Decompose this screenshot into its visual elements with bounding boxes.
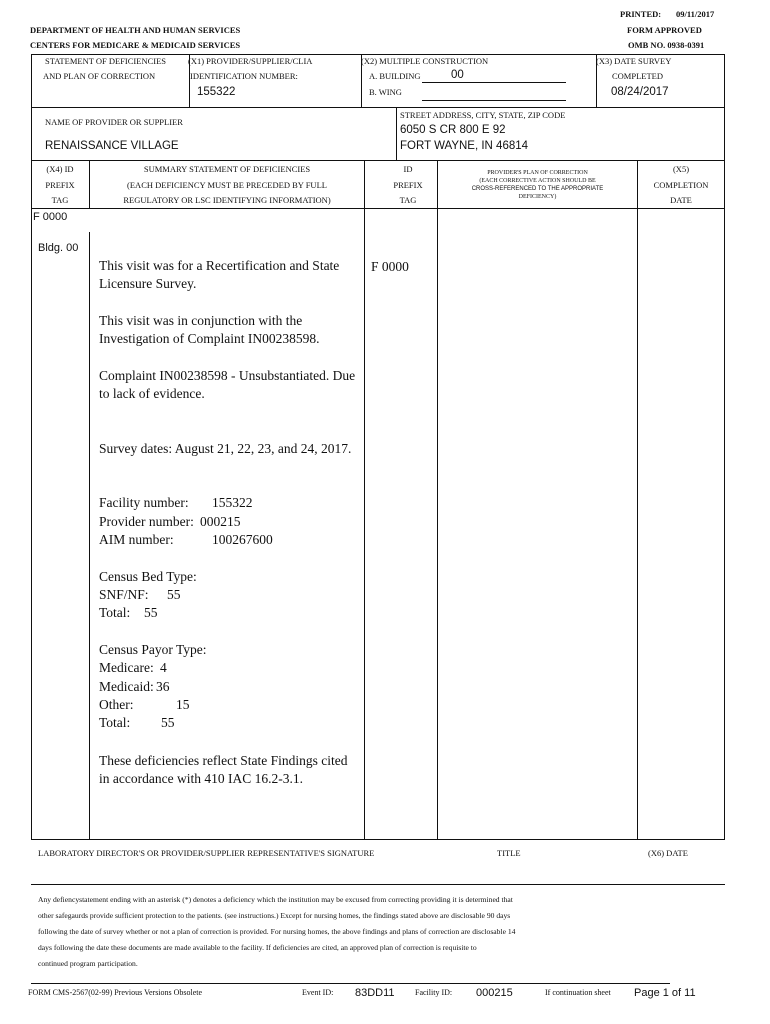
disclaimer-line: other safegaurds provide sufficient protection to the patients. (see instructions.) Except for nursing homes, the findings stated above are disclosable 90 days (38, 911, 511, 920)
facility-number-label: Facility number: (99, 495, 189, 510)
facility-id-label: Facility ID: (415, 988, 453, 997)
disclaimer-line: following the date of survey whether or not a plan of correction is provided. For nursing homes, the above findings and plans of correction are disclosable 14 (38, 927, 516, 936)
signature-label: LABORATORY DIRECTOR'S OR PROVIDER/SUPPLIER REPRESENTATIVE'S SIGNATURE (38, 848, 375, 858)
title-label: TITLE (497, 848, 521, 858)
summary-paragraph: This visit was for a Recertification and State Licensure Survey. (99, 258, 340, 292)
summary-header: REGULATORY OR LSC IDENTIFYING INFORMATION) (123, 195, 331, 205)
provider-name: RENAISSANCE VILLAGE (45, 140, 179, 152)
rule (396, 107, 397, 160)
printed-date: 09/11/2017 (676, 9, 715, 19)
summary-header: (EACH DEFICIENCY MUST BE PRECEDED BY FULL (127, 180, 327, 190)
provider-number-label: Provider number: (99, 514, 194, 529)
address-line-1: 6050 S CR 800 E 92 (400, 124, 506, 136)
plan-header: (EACH CORRECTIVE ACTION SHOULD BE (479, 178, 596, 184)
rule (364, 160, 365, 208)
rule (724, 54, 725, 107)
summary-paragraph: Survey dates: August 21, 22, 23, and 24, 2017. (99, 441, 352, 456)
plan-header: PROVIDER'S PLAN OF CORRECTION (487, 170, 588, 176)
bed-total-value: 55 (144, 605, 158, 620)
building-label: A. BUILDING (369, 71, 421, 81)
x1-label: (X1) PROVIDER/SUPPLIER/CLIA (188, 56, 313, 66)
wing-label: B. WING (369, 87, 402, 97)
rule (364, 208, 365, 839)
x5-header: DATE (670, 195, 692, 205)
survey-completed-date: 08/24/2017 (611, 86, 669, 98)
address-label: STREET ADDRESS, CITY, STATE, ZIP CODE (400, 110, 566, 120)
payor-total-value: 55 (161, 715, 175, 730)
x4-header: (X4) ID (46, 164, 74, 174)
rule (31, 107, 725, 108)
medicare-label: Medicare: (99, 660, 154, 675)
rule (31, 884, 725, 885)
plan-header: DEFICIENCY) (518, 194, 557, 200)
rule (637, 208, 638, 839)
medicaid-label: Medicaid: (99, 679, 154, 694)
x3-label: (X3) DATE SURVEY (596, 56, 672, 66)
snf-value: 55 (167, 587, 181, 602)
payor-total-label: Total: (99, 715, 131, 730)
x4-header: PREFIX (45, 180, 75, 190)
provider-number-value: 000215 (200, 514, 241, 529)
rule (31, 983, 670, 984)
form-approved: FORM APPROVED (627, 25, 702, 35)
rule (31, 208, 32, 839)
building-tag: Bldg. 00 (38, 242, 79, 254)
x2-label: (X2) MULTIPLE CONSTRUCTION (361, 56, 489, 66)
id-header: TAG (399, 195, 417, 205)
address-line-2: FORT WAYNE, IN 46814 (400, 140, 529, 152)
summary-paragraph: This visit was in conjunction with the Investigation of Complaint IN00238598. (99, 313, 320, 347)
medicaid-value: 36 (156, 679, 170, 694)
rule (31, 208, 725, 209)
rule (89, 232, 90, 839)
census-bed-title: Census Bed Type: (99, 569, 197, 584)
x5-header: (X5) (672, 164, 690, 174)
plan-header: CROSS-REFERENCED TO THE APPROPRIATE (471, 186, 604, 192)
id-header: PREFIX (393, 180, 423, 190)
department-title: DEPARTMENT OF HEALTH AND HUMAN SERVICES (30, 25, 241, 35)
id-header: ID (403, 164, 413, 174)
facility-number-value: 155322 (212, 495, 253, 510)
medicare-value: 4 (160, 660, 167, 675)
statement-label: AND PLAN OF CORRECTION (43, 71, 156, 81)
rule (724, 208, 725, 839)
continuation-label: If continuation sheet (545, 988, 611, 997)
deficiency-tag: F 0000 (33, 211, 68, 223)
census-payor-title: Census Payor Type: (99, 642, 207, 657)
disclaimer-line: Any defiencystatement ending with an asterisk (*) denotes a deficiency which the institution may be excused from correcting providing it is determined that (38, 895, 513, 904)
rule (437, 208, 438, 839)
date-label: (X6) DATE (648, 848, 688, 858)
rule (31, 107, 32, 160)
event-id-value: 83DD11 (355, 987, 395, 999)
provider-id: 155322 (197, 86, 236, 98)
x5-header: COMPLETION (653, 180, 709, 190)
correction-tag: F 0000 (371, 259, 409, 274)
agency-title: CENTERS FOR MEDICARE & MEDICAID SERVICES (30, 40, 241, 50)
x4-header: TAG (51, 195, 69, 205)
provider-name-label: NAME OF PROVIDER OR SUPPLIER (45, 117, 183, 127)
snf-label: SNF/NF: (99, 587, 149, 602)
rule (31, 839, 725, 840)
bed-total-label: Total: (99, 605, 131, 620)
facility-id-value: 000215 (476, 987, 513, 999)
aim-number-value: 100267600 (212, 532, 273, 547)
omb-number: OMB NO. 0938-0391 (628, 40, 705, 50)
summary-paragraph: Complaint IN00238598 - Unsubstantiated. Due to lack of evidence. (99, 368, 356, 402)
rule (724, 160, 725, 208)
statement-label: STATEMENT OF DEFICIENCIES (45, 56, 167, 66)
other-value: 15 (176, 697, 190, 712)
printed-label: PRINTED: (620, 9, 662, 19)
disclaimer-line: days following the date these documents are made available to the facility. If deficiencies are cited, an approved plan of correction is requisite to (38, 943, 477, 952)
form-number: FORM CMS-2567(02-99) Previous Versions Obsolete (28, 988, 203, 997)
rule (31, 160, 725, 161)
wing-underline (422, 100, 566, 101)
x1-label: IDENTIFICATION NUMBER: (190, 71, 298, 81)
summary-paragraph: These deficiencies reflect State Findings cited in accordance with 410 IAC 16.2-3.1. (99, 753, 348, 787)
aim-number-label: AIM number: (99, 532, 174, 547)
x3-label: COMPLETED (612, 71, 663, 81)
building-underline (422, 82, 566, 83)
rule (31, 54, 725, 55)
rule (724, 107, 725, 160)
page-number: Page 1 of 11 (634, 987, 696, 999)
building-value: 00 (451, 69, 464, 81)
event-id-label: Event ID: (302, 988, 334, 997)
summary-header: SUMMARY STATEMENT OF DEFICIENCIES (143, 164, 311, 174)
rule (31, 54, 32, 107)
disclaimer-line: continued program participation. (38, 959, 138, 968)
other-label: Other: (99, 697, 134, 712)
